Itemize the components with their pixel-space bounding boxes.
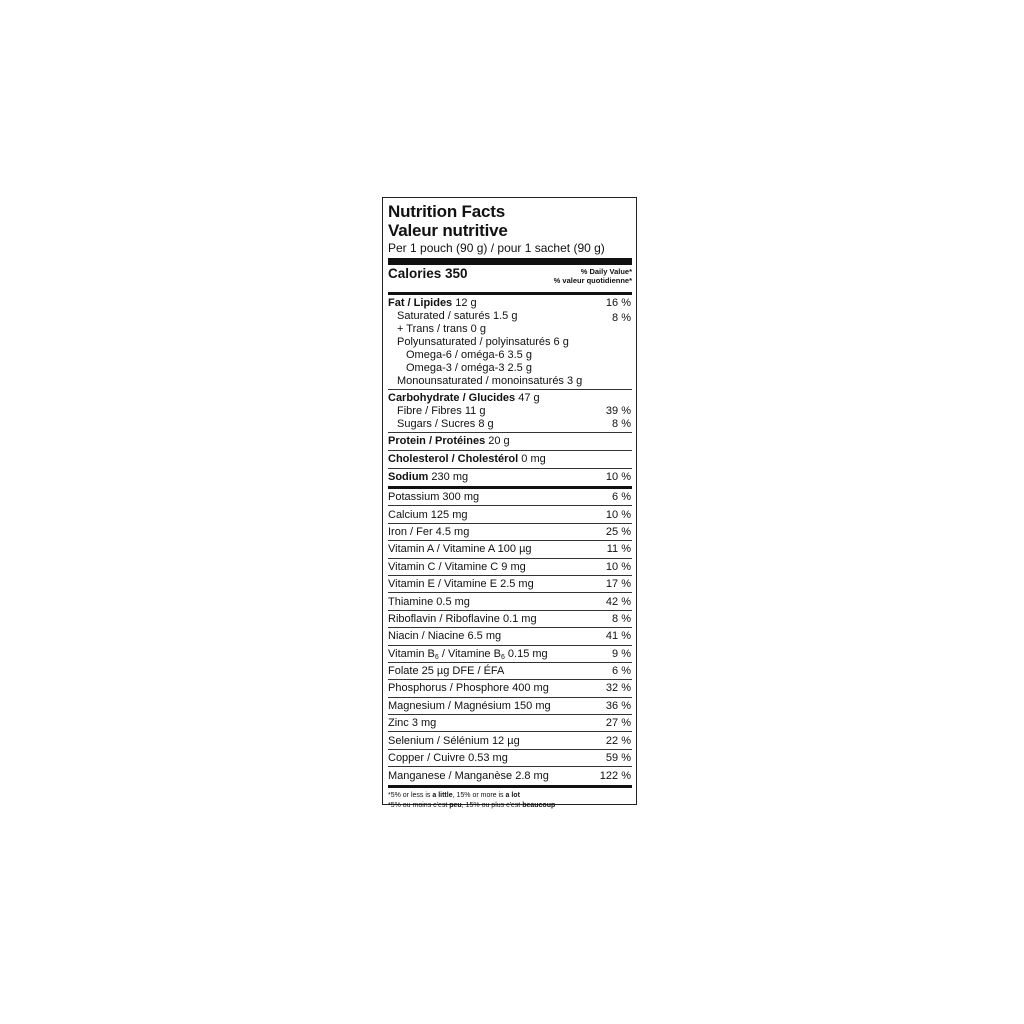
nutrient-row (388, 524, 632, 541)
sat-trans-dv: 8 % (612, 312, 631, 324)
calories: Calories 350 (388, 266, 468, 281)
trans-fat: + Trans / trans 0 g (397, 323, 486, 335)
nutrient-dv: 32 % (605, 682, 631, 695)
nutrient-label: Potassium 300 mg (388, 491, 480, 504)
cholesterol-amount: 0 mg (521, 453, 546, 465)
sugars: Sugars / Sucres 8 g (397, 418, 494, 430)
nutrient-dv: 11 % (606, 543, 631, 556)
nutrient-dv: 10 % (605, 508, 631, 521)
nutrient-dv: 17 % (605, 578, 631, 591)
sodium-amount: 230 mg (431, 471, 469, 483)
nutrient-label: Phosphorus / Phosphore 400 mg (388, 682, 549, 695)
nutrient-row-vitamin-b6 (388, 646, 632, 663)
nutrient-dv: 42 % (605, 595, 631, 608)
nutrient-dv: 122 % (599, 769, 631, 782)
nutrient-dv: 9 % (612, 647, 631, 660)
nutrition-facts-label (382, 197, 637, 809)
sodium-row (388, 469, 632, 486)
nutrient-label (388, 648, 548, 660)
omega-6: Omega-6 / oméga-6 3.5 g (406, 349, 532, 361)
serving-size: Per 1 pouch (90 g) / pour 1 sachet (90 g) (388, 241, 605, 255)
nutrient-dv: 6 % (612, 665, 631, 678)
nutrient-row (388, 559, 632, 576)
nutrient-label: Vitamin A / Vitamine A 100 µg (388, 543, 532, 556)
cholesterol-row (388, 451, 632, 468)
footnote-emphasis: peu (449, 801, 462, 809)
nutrient-label: Selenium / Sélénium 12 µg (388, 734, 520, 747)
nutrient-dv: 6 % (612, 491, 631, 504)
monounsaturated-fat: Monounsaturated / monoinsaturés 3 g (397, 375, 583, 387)
protein-label: Protein / Protéines (388, 435, 486, 447)
fat-amount: 12 g (455, 297, 477, 309)
nutrient-label: Calcium 125 mg (388, 508, 468, 521)
nutrient-row (388, 680, 632, 697)
cholesterol-label: Cholesterol / Cholestérol (388, 453, 519, 465)
nutrient-label: Thiamine 0.5 mg (388, 595, 470, 608)
nutrient-row (388, 576, 632, 593)
daily-value-header (554, 267, 632, 285)
sugars-dv: 8 % (612, 418, 631, 430)
title-en: Nutrition Facts (388, 202, 505, 221)
footnote-text: *5% or less is (388, 791, 433, 799)
thick-divider (388, 258, 632, 265)
footnote (388, 788, 632, 811)
nutrient-dv: 59 % (605, 752, 631, 765)
title-fr: Valeur nutritive (388, 221, 508, 240)
nutrient-row (388, 732, 632, 749)
fibre: Fibre / Fibres 11 g (397, 405, 486, 417)
nutrient-label: Riboflavin / Riboflavine 0.1 mg (388, 612, 537, 625)
footnote-emphasis: beaucoup (522, 801, 556, 809)
fat-label: Fat / Lipides (388, 297, 453, 309)
nutrient-label: Iron / Fer 4.5 mg (388, 525, 470, 538)
protein-amount: 20 g (488, 435, 510, 447)
nutrient-row (388, 506, 632, 523)
nutrient-row (388, 541, 632, 558)
carbohydrate-section (388, 390, 632, 432)
nutrient-dv: 36 % (605, 699, 631, 712)
nutrient-row (388, 593, 632, 610)
footnote-text: *5% ou moins c'est (388, 801, 450, 809)
vitamin-b6-subscript: 6 (434, 653, 439, 661)
nutrient-row (388, 663, 632, 680)
footnote-fr (388, 801, 632, 811)
vitamin-b6-subscript-fr: 6 (500, 653, 505, 661)
nutrient-row (388, 489, 632, 506)
nutrient-row (388, 767, 632, 784)
footnote-text: , 15% ou plus c'est (461, 801, 523, 809)
nutrient-label: Niacin / Niacine 6.5 mg (388, 630, 502, 643)
footnote-en (388, 791, 632, 801)
vitamin-b6-text: Vitamin B (388, 647, 435, 660)
carbohydrate-label: Carbohydrate / Glucides (388, 392, 516, 404)
nutrient-dv: 8 % (612, 612, 631, 625)
saturated-fat: Saturated / saturés 1.5 g (397, 310, 518, 322)
polyunsaturated-fat: Polyunsaturated / polyinsaturés 6 g (397, 336, 569, 348)
fat-section (388, 295, 632, 389)
nutrient-label: Copper / Cuivre 0.53 mg (388, 752, 508, 765)
sodium-dv: 10 % (605, 471, 631, 483)
carbohydrate-amount: 47 g (518, 392, 540, 404)
daily-value-header-fr: % valeur quotidienne* (553, 276, 632, 285)
vitamin-b6-amount: 0.15 mg (504, 647, 548, 660)
vitamin-mineral-list (388, 489, 632, 785)
sodium-label: Sodium (388, 471, 429, 483)
nutrient-dv: 41 % (605, 630, 631, 643)
nutrient-row (388, 698, 632, 715)
fat-dv: 16 % (605, 297, 631, 309)
nutrient-row (388, 715, 632, 732)
nutrient-row (388, 611, 632, 628)
nutrient-label: Folate 25 µg DFE / ÉFA (388, 665, 505, 678)
nutrient-dv: 10 % (605, 560, 631, 573)
nutrient-row (388, 750, 632, 767)
vitamin-b6-text-fr: / Vitamine B (438, 647, 501, 660)
nutrient-label: Zinc 3 mg (388, 717, 437, 730)
nutrient-label: Magnesium / Magnésium 150 mg (388, 699, 551, 712)
protein-row (388, 433, 632, 450)
footnote-emphasis: a little (432, 791, 453, 799)
nutrient-dv: 27 % (605, 717, 631, 730)
footnote-emphasis: a lot (505, 791, 520, 799)
footnote-text: , 15% or more is (452, 791, 506, 799)
calories-row (388, 265, 632, 292)
nutrient-row (388, 628, 632, 645)
nutrient-label: Vitamin E / Vitamine E 2.5 mg (388, 578, 534, 591)
daily-value-header-en: % Daily Value* (580, 267, 632, 276)
nutrient-label: Vitamin C / Vitamine C 9 mg (388, 560, 526, 573)
omega-3: Omega-3 / oméga-3 2.5 g (406, 362, 532, 374)
nutrient-dv: 25 % (605, 525, 631, 538)
fibre-dv: 39 % (605, 405, 631, 417)
nutrient-dv: 22 % (605, 734, 631, 747)
nutrient-label: Manganese / Manganèse 2.8 mg (388, 769, 549, 782)
